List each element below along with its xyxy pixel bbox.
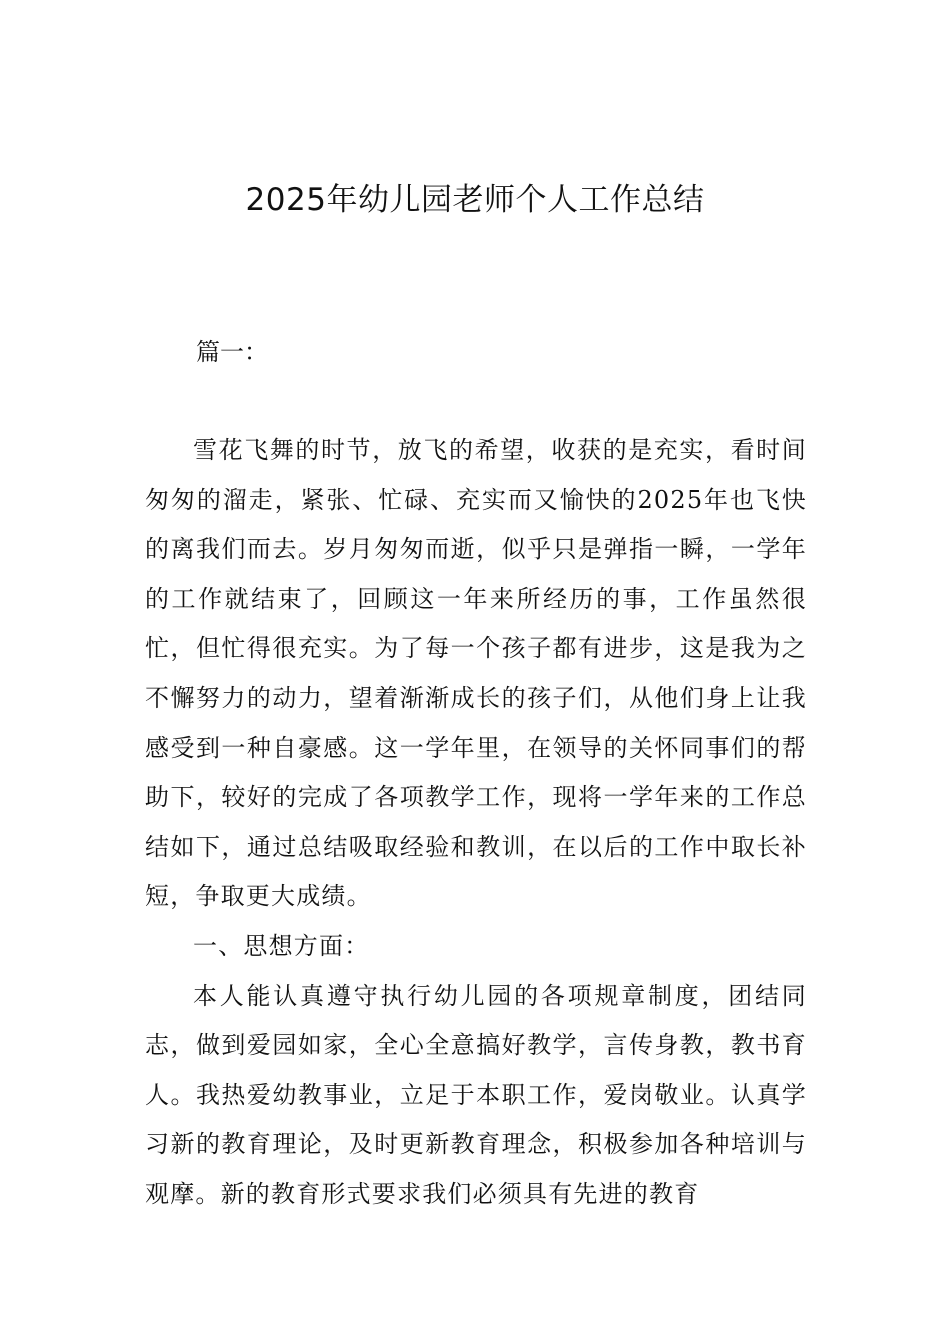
- document-title: 2025年幼儿园老师个人工作总结: [245, 182, 705, 218]
- paragraph-intro: 雪花飞舞的时节，放飞的希望，收获的是充实，看时间匆匆的溜走，紧张、忙碌、充实而又愉快的2025年也飞快的离我们而去。岁月匆匆而逝，似乎只是弹指一瞬，一学年的工作就结束了，回顾这一年来所经历的事，工作虽然很忙，但忙得很充实。为了每一个孩子都有进步，这是我为之不懈努力的动力，望着渐渐成长的孩子们，从他们身上让我感受到一种自豪感。这一学年里，在领导的关怀同事们的帮助下，较好的完成了各项教学工作，现将一学年来的工作总结如下，通过总结吸取经验和教训，在以后的工作中取长补短，争取更大成绩。: [145, 436, 807, 911]
- section-heading-thought: 一、思想方面：: [193, 931, 370, 960]
- document-body: [145, 426, 807, 1220]
- section-label: 篇一：: [196, 338, 268, 366]
- paragraph-thought: 本人能认真遵守执行幼儿园的各项规章制度，团结同志，做到爱园如家，全心全意搞好教学，言传身教，教书育人。我热爱幼教事业，立足于本职工作，爱岗敬业。认真学习新的教育理论，及时更新教育理念，积极参加各种培训与观摩。新的教育形式要求我们必须具有先进的教育: [145, 981, 807, 1208]
